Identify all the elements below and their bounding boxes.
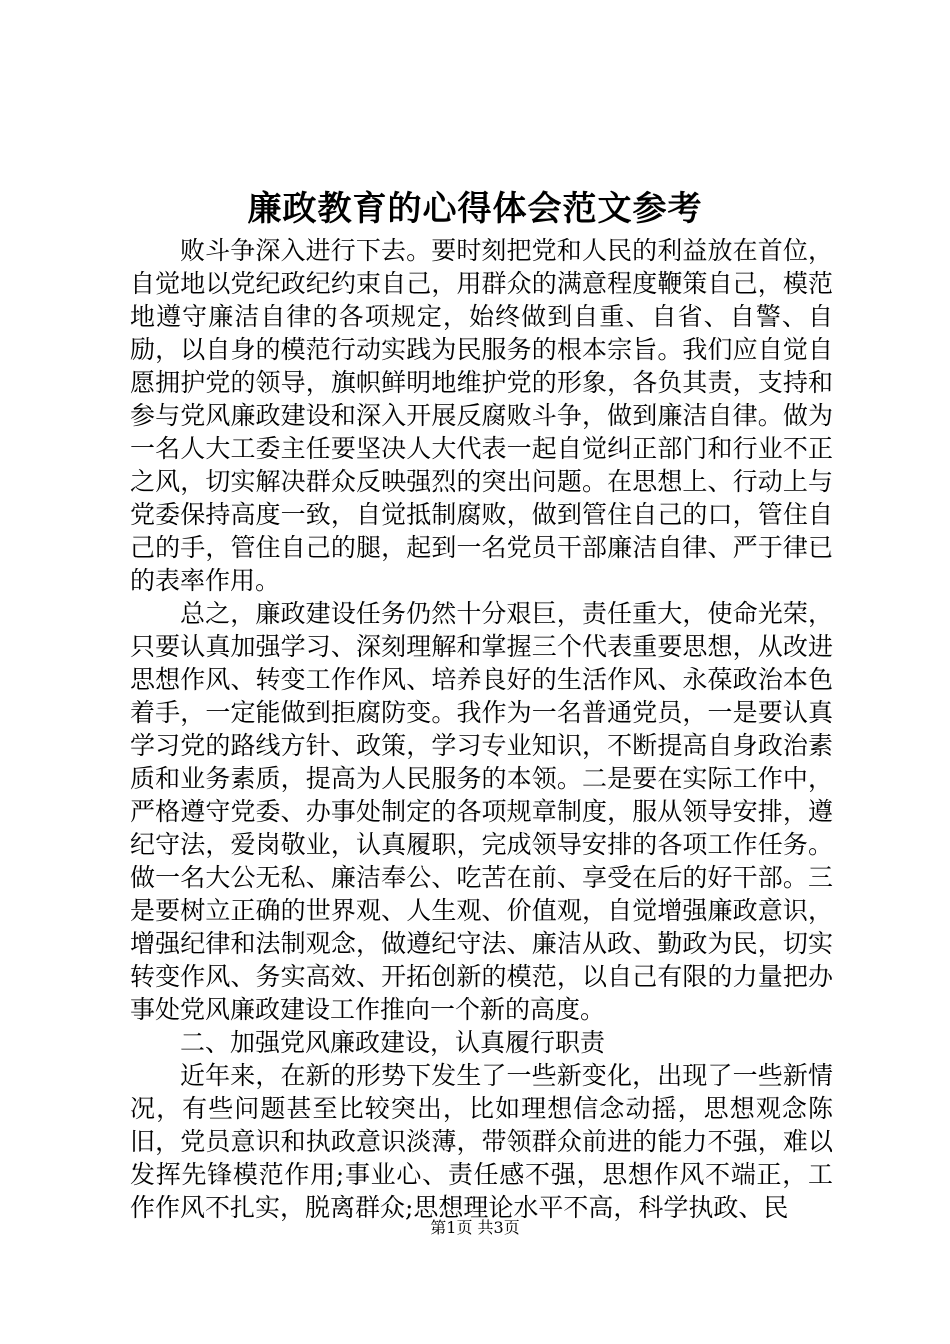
paragraph: 败斗争深入进行下去。要时刻把党和人民的利益放在首位，自觉地以党纪政纪约束自己，用群众的满意程度鞭策自己，模范地遵守廉洁自律的各项规定，始终做到自重、自省、自警、自励，以自身的模范行动实践为民服务的根本宗旨。我们应自觉自愿拥护党的领导，旗帜鲜明地维护党的形象，各负其责，支持和参与党风廉政建设和深入开展反腐败斗争，做到廉洁自律。做为一名人大工委主任要坚决人大代表一起自觉纠正部门和行业不正之风，切实解决群众反映强烈的突出问题。在思想上、行动上与党委保持高度一致，自觉抵制腐败，做到管住自己的口，管住自己的手，管住自己的腿，起到一名党员干部廉洁自律、严于律已的表率作用。 xyxy=(130,236,833,595)
section-heading: 二、加强党风廉政建设，认真履行职责 xyxy=(180,1028,606,1057)
paragraph: 总之，廉政建设任务仍然十分艰巨，责任重大，使命光荣，只要认真加强学习、深刻理解和掌握三个代表重要思想，从改进思想作风、转变工作作风、培养良好的生活作风、永葆政治本色着手，一定能做到拒腐防变。我作为一名普通党员，一是要认真学习党的路线方针、政策，学习专业知识，不断提高自身政治素质和业务素质，提高为人民服务的本领。二是要在实际工作中，严格遵守党委、办事处制定的各项规章制度，服从领导安排，遵纪守法，爱岗敬业，认真履职，完成领导安排的各项工作任务。做一名大公无私、廉洁奉公、吃苦在前、享受在后的好干部。三是要树立正确的世界观、人生观、价值观，自觉增强廉政意识，增强纪律和法制观念，做遵纪守法、廉洁从政、勤政为民，切实转变作风、务实高效、开拓创新的模范，以自己有限的力量把办事处党风廉政建设工作推向一个新的高度。 xyxy=(130,599,833,1024)
document-title: 廉政教育的心得体会范文参考 xyxy=(247,189,703,229)
paragraph: 近年来，在新的形势下发生了一些新变化，出现了一些新情况，有些问题甚至比较突出，比如理想信念动摇，思想观念陈旧，党员意识和执政意识淡薄，带领群众前进的能力不强，难以发挥先锋模范作用;事业心、责任感不强，思想作风不端正，工作作风不扎实，脱离群众;思想理论水平不高，科学执政、民 xyxy=(130,1061,833,1222)
document-body xyxy=(130,234,833,1224)
page-footer: 第1页 共3页 xyxy=(430,1218,520,1237)
